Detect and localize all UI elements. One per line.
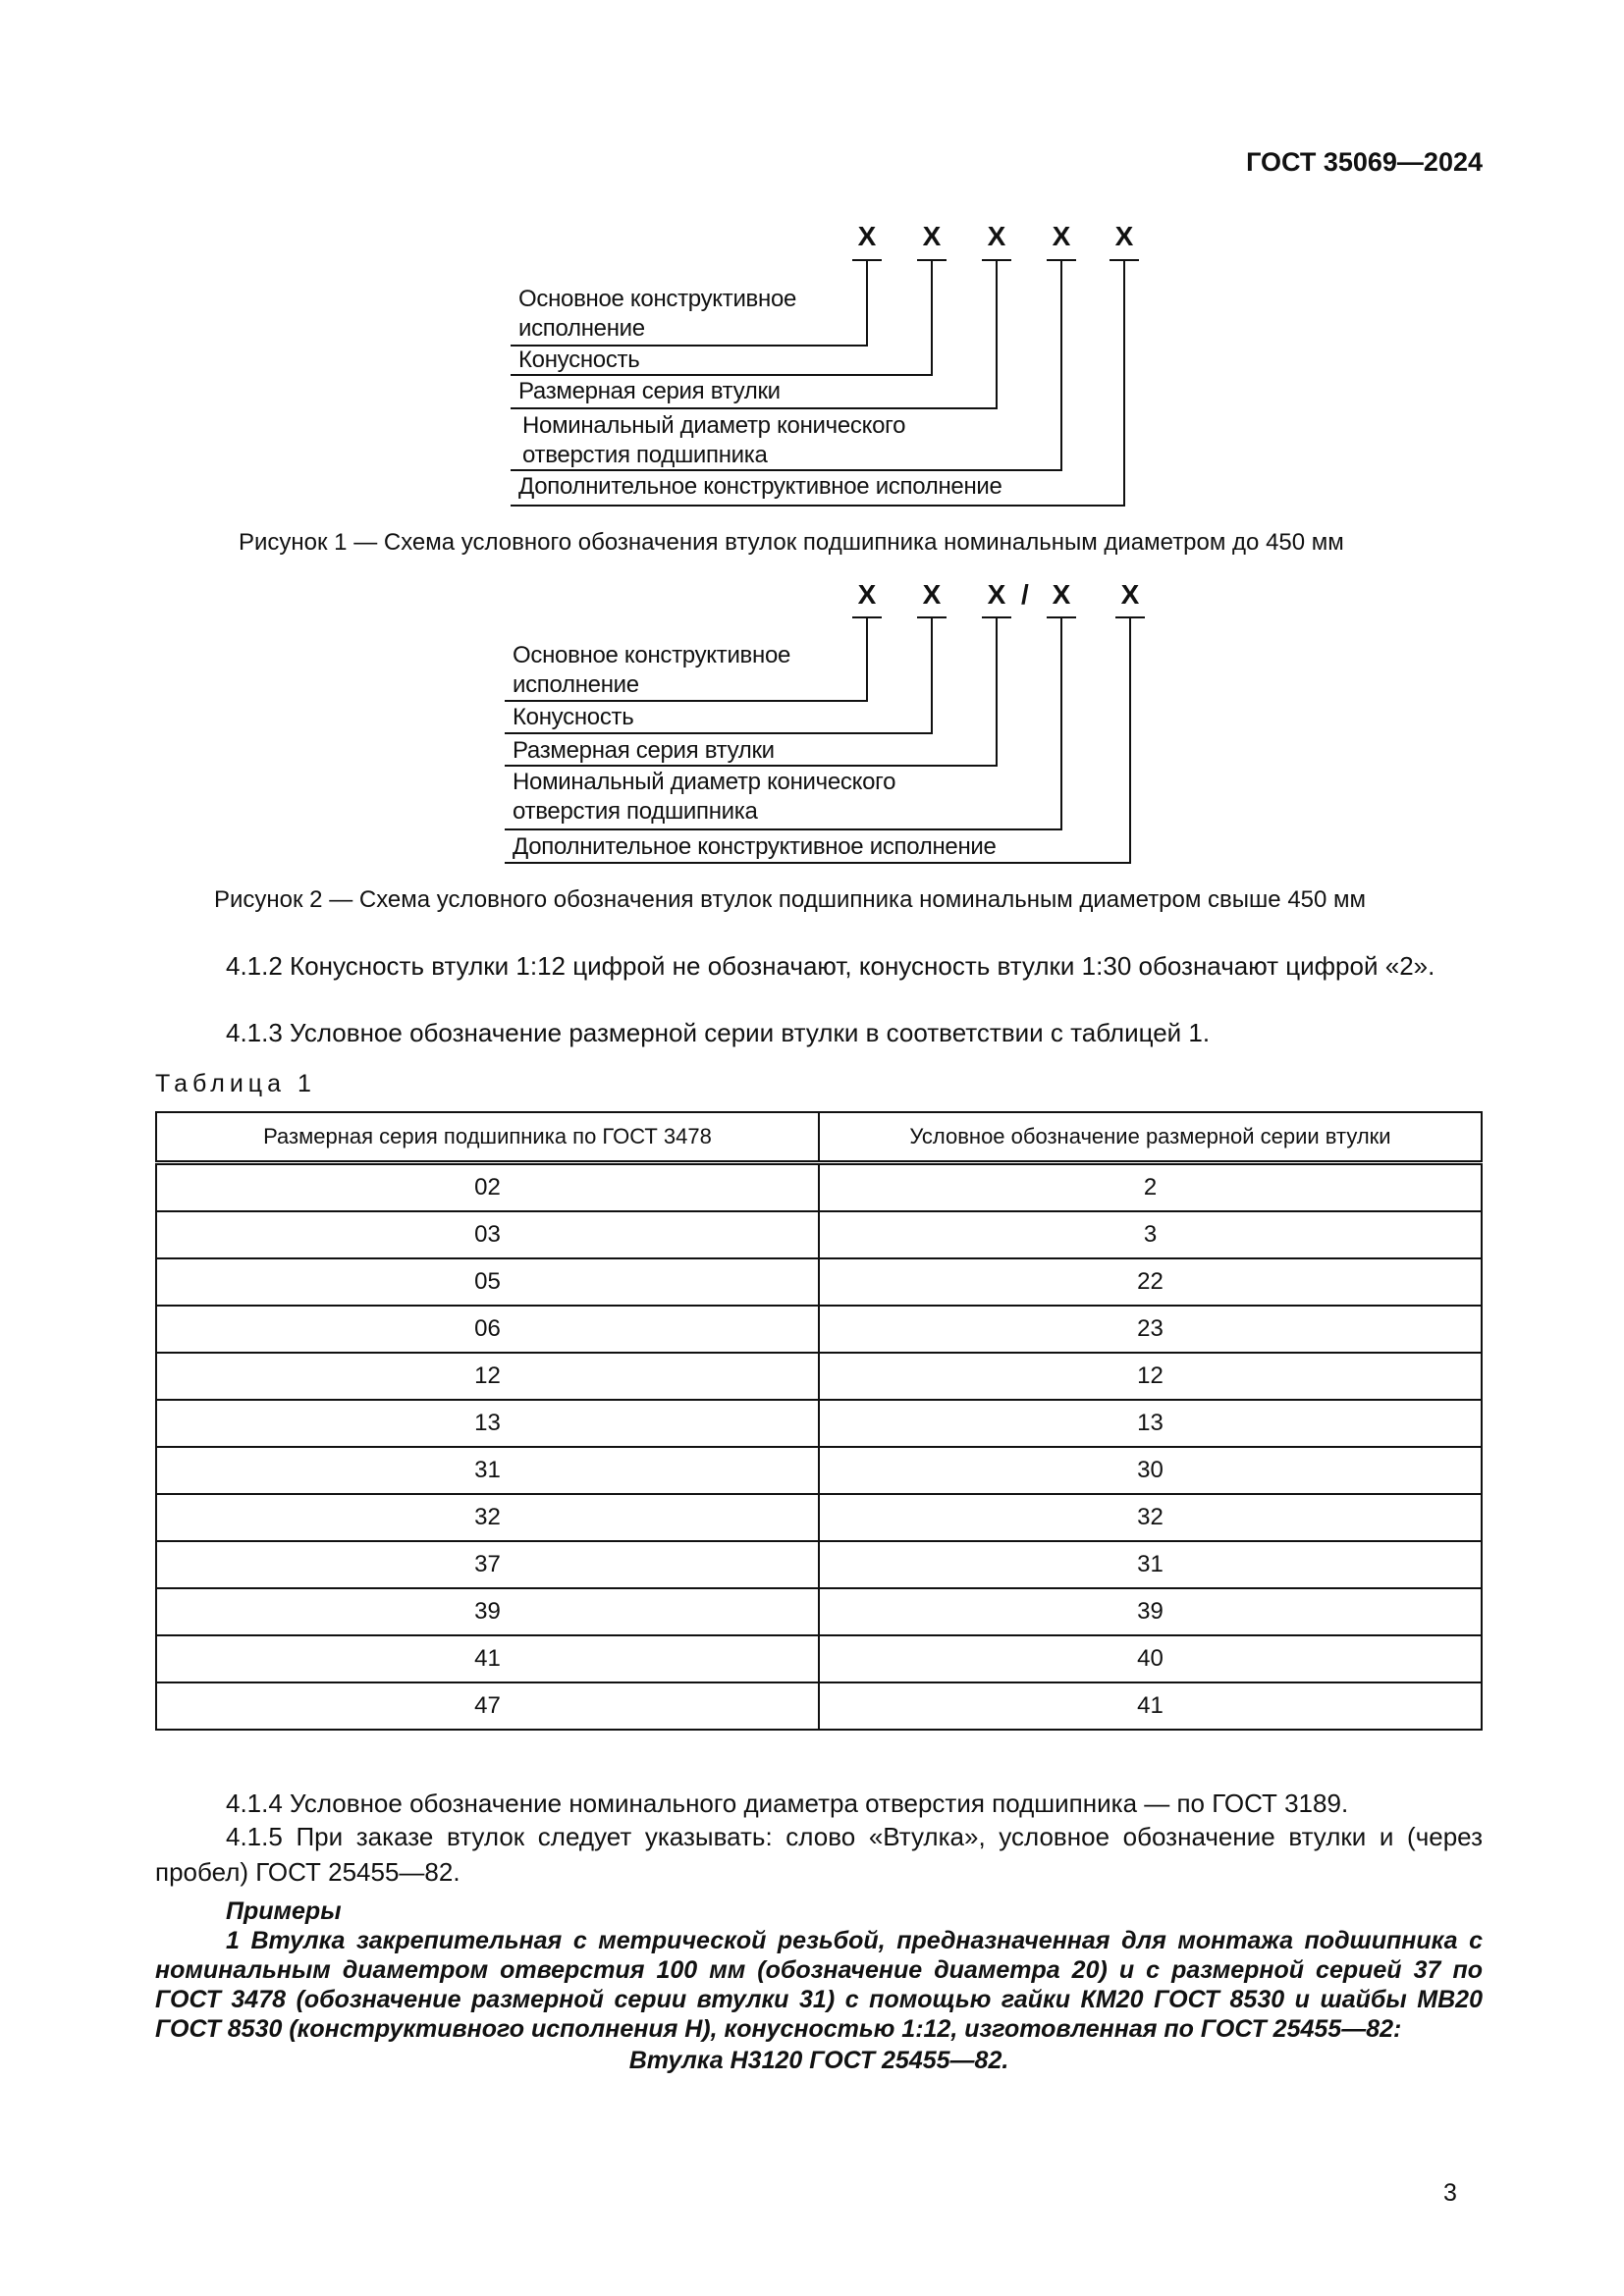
table-cell: 12 xyxy=(819,1353,1482,1400)
table-row xyxy=(156,1163,1482,1212)
table-row xyxy=(156,1494,1482,1541)
label-additional-design: Дополнительное конструктивное исполнение xyxy=(518,473,1002,500)
label-nominal-diameter: Номинальный диаметр конического xyxy=(522,412,906,439)
table-cell: 37 xyxy=(156,1541,819,1588)
table-row xyxy=(156,1447,1482,1494)
table-row xyxy=(156,1541,1482,1588)
table-cell: 02 xyxy=(156,1163,819,1212)
table-cell: 12 xyxy=(156,1353,819,1400)
example-1-text: 1 Втулка закрепительная с метрической резьбой, предназначенная для монтажа подшипника с номинальным диаметром отверстия 100 мм (обозначение диаметра 20) и с размерной серией 37 по ГОСТ 3478 (обозначение размерной серии втулки 31) с помощью гайки КМ20 ГОСТ 8530 и шайбы МВ20 ГОСТ 8530 (конструктивного исполнения Н), конусностью 1:12, изготовленная по ГОСТ 25455—82: xyxy=(155,1927,1483,2043)
table-cell: 31 xyxy=(819,1541,1482,1588)
symbol-x: X xyxy=(1052,579,1071,610)
table-cell: 39 xyxy=(819,1588,1482,1635)
table-cell: 03 xyxy=(156,1211,819,1258)
examples-title: Примеры xyxy=(226,1897,342,1925)
table-header-cell: Размерная серия подшипника по ГОСТ 3478 xyxy=(156,1112,819,1163)
symbol-x: X xyxy=(922,579,942,610)
example-1-result: Втулка Н3120 ГОСТ 25455—82. xyxy=(628,2047,1009,2074)
paragraph-4-1-4: 4.1.4 Условное обозначение номинального диаметра отверстия подшипника — по ГОСТ 3189. xyxy=(226,1789,1349,1818)
paragraph-4-1-2: 4.1.2 Конусность втулки 1:12 цифрой не обозначают, конусность втулки 1:30 обозначают цифрой «2». xyxy=(226,951,1435,981)
table-cell: 47 xyxy=(156,1682,819,1730)
symbol-x: X xyxy=(857,579,877,610)
table-cell: 13 xyxy=(819,1400,1482,1447)
table-row xyxy=(156,1635,1482,1682)
symbol-x: X xyxy=(857,221,877,251)
table-cell: 3 xyxy=(819,1211,1482,1258)
label-size-series: Размерная серия втулки xyxy=(513,737,775,764)
label-nominal-diameter-cont: отверстия подшипника xyxy=(522,442,768,468)
symbol-x: X xyxy=(1052,221,1071,251)
label-main-design-cont: исполнение xyxy=(518,315,645,342)
table-row xyxy=(156,1682,1482,1730)
table-row xyxy=(156,1306,1482,1353)
table-cell: 41 xyxy=(819,1682,1482,1730)
table-cell: 40 xyxy=(819,1635,1482,1682)
table-cell: 23 xyxy=(819,1306,1482,1353)
table-cell: 2 xyxy=(819,1163,1482,1212)
figure-1-caption: Рисунок 1 — Схема условного обозначения втулок подшипника номинальным диаметром до 450 мм xyxy=(239,529,1344,556)
table-cell: 06 xyxy=(156,1306,819,1353)
paragraph-4-1-5: 4.1.5 При заказе втулок следует указывать: слово «Втулка», условное обозначение втулки и (через пробел) ГОСТ 25455—82. xyxy=(155,1822,1483,1887)
table-cell: 41 xyxy=(156,1635,819,1682)
table-cell: 32 xyxy=(156,1494,819,1541)
table-1 xyxy=(155,1111,1483,1731)
label-main-design: Основное конструктивное xyxy=(513,642,791,668)
table-header-cell: Условное обозначение размерной серии втулки xyxy=(819,1112,1482,1163)
table-cell: 30 xyxy=(819,1447,1482,1494)
figure-2-caption: Рисунок 2 — Схема условного обозначения втулок подшипника номинальным диаметром свыше 450 мм xyxy=(214,886,1367,913)
label-taper: Конусность xyxy=(513,704,634,730)
table-cell: 05 xyxy=(156,1258,819,1306)
table-cell: 31 xyxy=(156,1447,819,1494)
paragraph-4-1-3: 4.1.3 Условное обозначение размерной серии втулки в соответствии с таблицей 1. xyxy=(226,1018,1211,1047)
table-header-row xyxy=(156,1112,1482,1163)
table-cell: 32 xyxy=(819,1494,1482,1541)
table-cell: 39 xyxy=(156,1588,819,1635)
table-row xyxy=(156,1258,1482,1306)
symbol-x: X xyxy=(922,221,942,251)
symbol-x: X xyxy=(1120,579,1140,610)
table-row xyxy=(156,1353,1482,1400)
label-nominal-diameter: Номинальный диаметр конического xyxy=(513,769,896,795)
table-row xyxy=(156,1211,1482,1258)
label-main-design: Основное конструктивное xyxy=(518,286,797,312)
label-nominal-diameter-cont: отверстия подшипника xyxy=(513,798,758,825)
table-row xyxy=(156,1588,1482,1635)
separator-slash: / xyxy=(1021,579,1029,610)
document-header: ГОСТ 35069—2024 xyxy=(1246,147,1483,177)
label-additional-design: Дополнительное конструктивное исполнение xyxy=(513,833,997,860)
page-number: 3 xyxy=(1443,2179,1457,2207)
symbol-x: X xyxy=(987,221,1006,251)
label-taper: Конусность xyxy=(518,347,640,373)
symbol-x: X xyxy=(1114,221,1134,251)
label-main-design-cont: исполнение xyxy=(513,671,639,698)
table-cell: 13 xyxy=(156,1400,819,1447)
label-size-series: Размерная серия втулки xyxy=(518,378,781,404)
table-row xyxy=(156,1400,1482,1447)
table-1-caption: Таблица 1 xyxy=(155,1070,316,1097)
table-cell: 22 xyxy=(819,1258,1482,1306)
symbol-x: X xyxy=(987,579,1006,610)
